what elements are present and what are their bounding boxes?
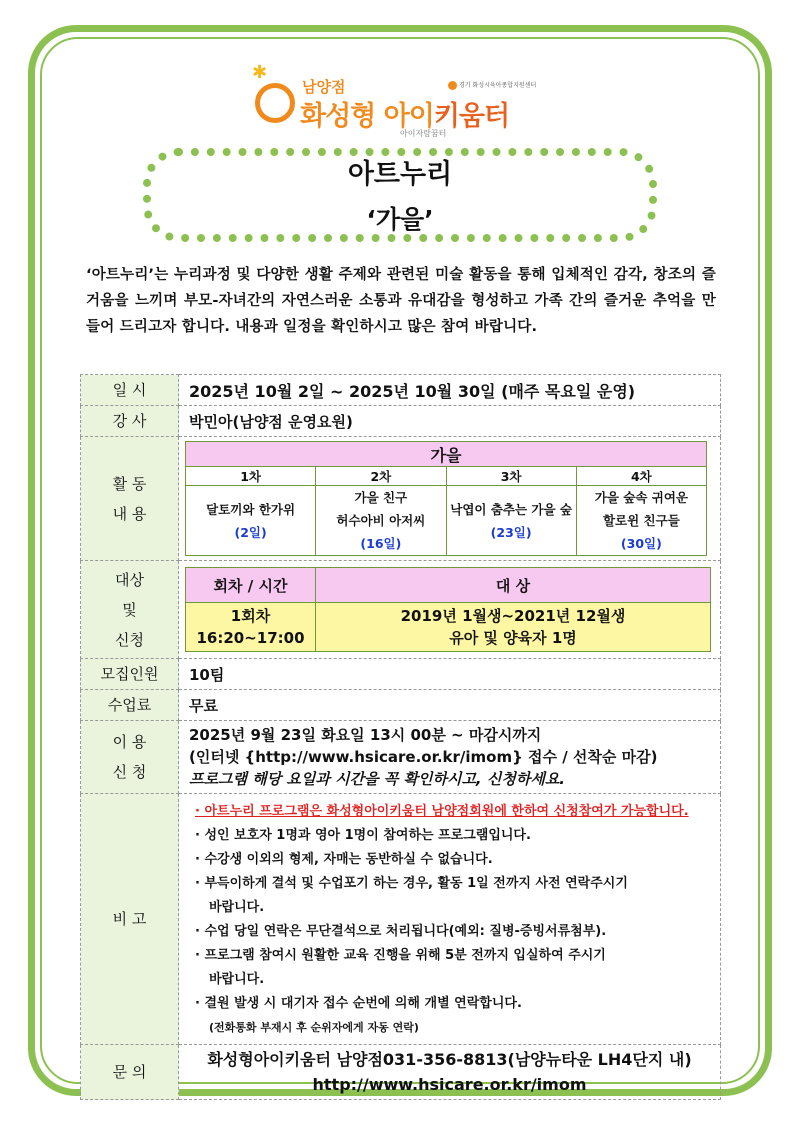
target-birth-range: 2019년 1월생~2021년 12월생	[400, 607, 626, 625]
note-item: · 수업 당일 연락은 무단결석으로 처리됩니다(예외: 질병-증빙서류첨부).	[195, 924, 607, 939]
notes-list	[179, 794, 720, 1044]
activity-date: (2일)	[234, 524, 267, 540]
star-icon: ✱	[252, 62, 268, 83]
contact-value	[179, 1045, 721, 1100]
apply-value	[179, 721, 721, 794]
target-label	[81, 561, 179, 659]
center-logo	[448, 80, 536, 90]
notes-row	[81, 794, 721, 1045]
activity-line: 가을 친구	[354, 490, 408, 505]
target-header: 대 상	[316, 568, 711, 603]
apply-notice: 프로그램 해당 요일과 시간을 꼭 확인하시고, 신청하세요.	[189, 770, 566, 788]
session-time	[186, 603, 316, 652]
activity-row	[81, 437, 721, 561]
contact-url: http://www.hsicare.or.kr/imom	[312, 1075, 587, 1094]
target-participants: 유아 및 양육자 1명	[449, 629, 577, 647]
logo-main-part1: 화성형 아이	[300, 101, 434, 132]
session-no: 1차	[186, 467, 316, 486]
target-cell	[179, 561, 721, 659]
target-label-1: 대상	[115, 570, 144, 589]
info-table	[80, 374, 721, 1100]
instructor-label: 강 사	[81, 406, 179, 437]
logo	[250, 62, 550, 140]
logo-branch: 남양점	[302, 78, 346, 96]
page-title: 아트누리	[347, 159, 453, 190]
activity-cell	[179, 437, 721, 561]
activity-line: 할로윈 친구들	[602, 513, 680, 528]
center-name: 경기 화성시육아종합지원센터	[459, 82, 537, 89]
note-item: · 부득이하게 결석 및 수업포기 하는 경우, 활동 1일 전까지 사전 연락주시기	[195, 876, 628, 891]
apply-method: (인터넷 {http://www.hsicare.or.kr/imom} 접수 / 선착순 마감)	[189, 748, 658, 766]
note-item: · 프로그램 참여시 원활한 교육 진행을 위해 5분 전까지 입실하여 주시기	[195, 948, 606, 963]
activity-line: 달토끼와 한가위	[206, 501, 296, 517]
instructor-row	[81, 406, 721, 437]
target-label-3: 신청	[115, 630, 144, 649]
session-no: 3차	[446, 467, 576, 486]
note-item: · 수강생 이외의 형제, 자매는 동반하실 수 없습니다.	[195, 852, 493, 867]
note-member-only: · 아트누리 프로그램은 화성형아이키움터 남양점회원에 한하여 신청참여가 가능합니다.	[195, 804, 689, 819]
activity-label-1: 활 동	[112, 474, 147, 493]
activity-label	[81, 437, 179, 561]
target-table	[185, 567, 711, 652]
session-activity	[446, 486, 576, 556]
session-time-header: 회차 / 시간	[186, 568, 316, 603]
session-activity	[186, 486, 316, 556]
apply-period: 2025년 9월 23일 화요일 13시 00분 ~ 마감시까지	[189, 726, 542, 744]
activity-date: (23일)	[490, 524, 532, 540]
target-row	[81, 561, 721, 659]
target-value	[316, 603, 711, 652]
capacity-value: 10팀	[179, 659, 721, 690]
activity-line: 낙엽이 춤추는 가을 숲	[450, 501, 572, 517]
date-label: 일 시	[81, 375, 179, 406]
activity-line: 가을 숲속 귀여운	[594, 490, 688, 505]
activity-line: 허수아비 아저씨	[336, 513, 426, 528]
activity-date: (16일)	[360, 536, 402, 551]
date-row	[81, 375, 721, 406]
session-no: 4차	[576, 467, 706, 486]
smile-icon	[255, 83, 295, 123]
instructor-value: 박민아(남양점 운영요원)	[179, 406, 721, 437]
contact-row	[81, 1045, 721, 1100]
contact-label: 문 의	[81, 1045, 179, 1100]
page-subtitle: ‘가을’	[366, 205, 434, 234]
apply-label-2: 신 청	[112, 763, 147, 781]
logo-main-part2: 키움터	[433, 101, 510, 132]
date-value: 2025년 10월 2일 ~ 2025년 10월 30일 (매주 목요일 운영)	[179, 375, 721, 406]
apply-label-1: 이 용	[112, 733, 147, 751]
note-item-cont: 바랍니다.	[209, 972, 265, 987]
capacity-label: 모집인원	[81, 659, 179, 690]
note-item-cont: 바랍니다.	[209, 900, 265, 915]
session-no: 2차	[316, 467, 446, 486]
session-time-range: 16:20~17:00	[196, 629, 305, 647]
session-activity	[316, 486, 446, 556]
apply-label	[81, 721, 179, 794]
activity-date: (30일)	[620, 536, 662, 551]
target-label-2: 및	[122, 600, 137, 619]
center-mark-icon	[448, 81, 457, 90]
activity-table	[185, 441, 707, 556]
fee-value: 무료	[179, 690, 721, 721]
intro-text: ‘아트누리’는 누리과정 및 다양한 생활 주제와 관련된 미술 활동을 통해 입체적인 감각, 창조의 즐거움을 느끼며 부모-자녀간의 자연스러운 소통과 유대감을 형성하고 가족 간의 즐거운 추억을 만들어 드리고자 합니다. 내용과 일정을 확인하시고 많은 참여 바랍니다.	[86, 267, 716, 335]
notes-cell	[179, 794, 721, 1045]
note-item: · 성인 보호자 1명과 영아 1명이 참여하는 프로그램입니다.	[195, 828, 531, 843]
contact-phone: 화성형아이키움터 남양점031-356-8813(남양뉴타운 LH4단지 내)	[207, 1050, 692, 1069]
fee-row	[81, 690, 721, 721]
activity-label-2: 내 용	[112, 504, 147, 523]
apply-row	[81, 721, 721, 794]
session-activity	[576, 486, 706, 556]
notes-label: 비 고	[81, 794, 179, 1045]
fee-label: 수업료	[81, 690, 179, 721]
note-item: · 결원 발생 시 대기자 접수 순번에 의해 개별 연락합니다.	[195, 996, 522, 1011]
capacity-row	[81, 659, 721, 690]
session-count: 1회차	[230, 607, 271, 625]
season-header: 가을	[186, 442, 707, 467]
logo-sub: 아이자람꿈터	[400, 129, 447, 138]
note-sub: (전화통화 부재시 후 순위자에게 자동 연락)	[209, 1021, 419, 1034]
